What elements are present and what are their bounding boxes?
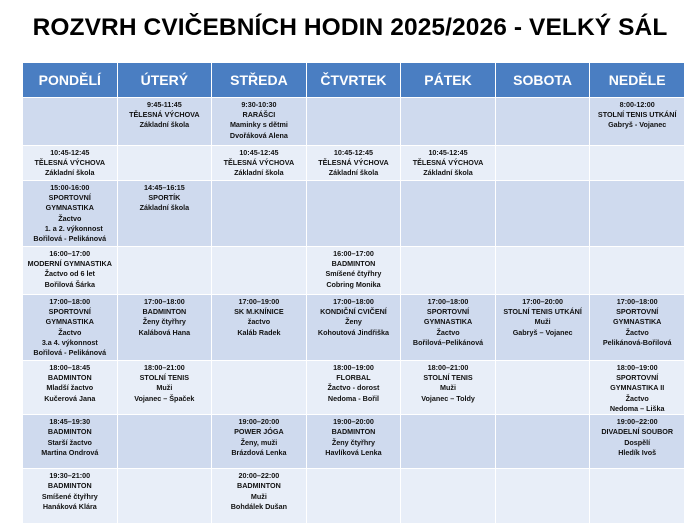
schedule-row: [23, 146, 685, 181]
schedule-cell-saturday: [495, 415, 590, 469]
schedule-entry-line: Hanáková Klára: [42, 501, 97, 511]
schedule-entry-line: 10:45-12:45: [333, 148, 374, 157]
schedule-cell-tuesday: [117, 469, 212, 524]
schedule-cell-tuesday: [117, 247, 212, 295]
schedule-entry-line: BADMINTON: [331, 427, 376, 437]
schedule-entry-line: KONDIČNÍ CVIČENÍ: [320, 307, 387, 317]
schedule-entry-line: GYMNASTIKA: [613, 317, 662, 327]
schedule-cell-monday: [23, 181, 118, 247]
schedule-entry-line: 18:00–18:45: [49, 363, 91, 372]
schedule-cell-tuesday: [117, 361, 212, 415]
day-header-tuesday: ÚTERÝ: [117, 63, 212, 98]
schedule-entry-line: SPORTÍK: [148, 193, 181, 203]
schedule-entry-line: Žactvo: [58, 327, 82, 337]
schedule-entry-line: TĚLESNÁ VÝCHOVA: [34, 158, 106, 168]
schedule-cell-monday: [23, 361, 118, 415]
schedule-entry-line: 18:00–19:00: [616, 363, 658, 372]
schedule-entry-line: 17:00–18:00: [143, 297, 185, 306]
schedule-entry-line: Smíšené čtyřhry: [41, 491, 98, 501]
schedule-entry-line: 10:45-12:45: [50, 148, 90, 157]
schedule-cell-thursday: [306, 361, 401, 415]
schedule-cell-sunday: [590, 146, 685, 181]
schedule-cell-tuesday: [117, 98, 212, 146]
schedule-entry-line: TĚLESNÁ VÝCHOVA: [129, 110, 200, 120]
schedule-cell-friday: [401, 361, 496, 415]
schedule-entry-line: Základní škola: [328, 168, 379, 178]
schedule-cell-sunday: [590, 98, 685, 146]
schedule-cell-thursday: [306, 247, 401, 295]
schedule-entry-line: Ženy čtyřhry: [331, 437, 376, 447]
page-title: ROZVRH CVIČEBNÍCH HODIN 2025/2026 - VELKÝ SÁL: [32, 14, 668, 41]
schedule-entry-line: Vojanec – Špaček: [134, 393, 195, 403]
schedule-entry-line: STOLNÍ TENIS UTKÁNÍ: [503, 307, 582, 317]
schedule-entry-line: SPORTOVNÍ: [616, 307, 659, 317]
schedule-cell-saturday: [495, 146, 590, 181]
schedule-cell-monday: [23, 98, 118, 146]
schedule-entry-line: Nedoma - Bořil: [327, 393, 380, 403]
schedule-entry-line: 19:30–21:00: [49, 471, 91, 481]
schedule-cell-friday: [401, 295, 496, 361]
schedule-entry-line: žactvo: [247, 317, 271, 327]
schedule-entry-line: SPORTOVNÍ: [48, 193, 91, 203]
schedule-entry-line: Bořilová–Pelikánová: [412, 337, 484, 347]
schedule-cell-tuesday: [117, 415, 212, 469]
schedule-entry-line: Dvořáková Alena: [229, 130, 288, 140]
schedule-entry-line: Základní škola: [423, 168, 473, 178]
schedule-cell-wednesday: [212, 181, 307, 247]
schedule-row: [23, 361, 685, 415]
schedule-entry-line: 10:45-12:45: [239, 148, 279, 157]
schedule-entry-line: 19:00–20:00: [333, 417, 374, 427]
schedule-entry-line: Kalábová Hana: [138, 327, 191, 337]
schedule-cell-wednesday: [212, 469, 307, 524]
schedule-entry-line: 17:00–18:00: [616, 297, 658, 306]
schedule-entry-line: TĚLESNÁ VÝCHOVA: [223, 158, 295, 168]
schedule-cell-sunday: [590, 295, 685, 361]
schedule-entry-line: Kaláb Radek: [237, 327, 281, 337]
schedule-entry-line: Hledík Ivoš: [618, 447, 657, 457]
schedule-cell-saturday: [495, 247, 590, 295]
schedule-table: [22, 62, 685, 524]
schedule-entry-line: Muži: [440, 383, 457, 393]
schedule-entry-line: Žactvo: [625, 327, 649, 337]
schedule-entry-line: Vojanec – Toldy: [421, 393, 475, 403]
schedule-entry-line: Ženy, muži: [240, 437, 278, 447]
schedule-entry-line: 9:45-11:45: [146, 100, 182, 109]
schedule-cell-sunday: [590, 469, 685, 524]
schedule-entry-line: 19:00–22:00: [616, 417, 658, 427]
schedule-entry-line: DIVADELNÍ SOUBOR: [601, 427, 674, 437]
schedule-entry-line: Cobring Monika: [326, 279, 381, 289]
schedule-cell-monday: [23, 247, 118, 295]
schedule-row: [23, 415, 685, 469]
schedule-entry-line: Žactvo od 6 let: [44, 269, 95, 279]
schedule-entry-line: GYMNASTIKA: [423, 317, 473, 327]
schedule-entry-line: 10:45-12:45: [428, 148, 468, 157]
schedule-entry-line: Bořilová - Pelikánová: [33, 348, 107, 358]
schedule-cell-wednesday: [212, 98, 307, 146]
schedule-entry-line: SPORTOVNÍ: [616, 373, 659, 383]
schedule-entry-line: GYMNASTIKA: [45, 317, 94, 327]
schedule-cell-thursday: [306, 469, 401, 524]
schedule-entry-line: Ženy: [345, 317, 362, 327]
schedule-entry-line: Gabryš - Vojanec: [608, 120, 667, 130]
schedule-entry-line: 15:00-16:00: [50, 183, 90, 192]
schedule-cell-wednesday: [212, 361, 307, 415]
schedule-entry-line: MODERNÍ GYMNASTIKA: [27, 259, 112, 269]
schedule-entry-line: 17:00–18:00: [333, 297, 374, 306]
schedule-entry-line: BADMINTON: [331, 259, 376, 269]
schedule-entry-line: 17:00–19:00: [238, 297, 280, 306]
schedule-entry-line: 9:30-10:30: [241, 100, 277, 109]
schedule-row: [23, 181, 685, 247]
schedule-entry-line: Základní škola: [234, 168, 284, 178]
schedule-entry-line: Základní škola: [139, 203, 190, 213]
schedule-cell-tuesday: [117, 181, 212, 247]
schedule-cell-thursday: [306, 295, 401, 361]
schedule-entry-line: BADMINTON: [237, 481, 281, 491]
schedule-entry-line: Základní škola: [45, 168, 95, 178]
schedule-entry-line: STOLNÍ TENIS: [423, 373, 473, 383]
schedule-cell-wednesday: [212, 415, 307, 469]
schedule-cell-monday: [23, 146, 118, 181]
schedule-entry-line: 16:00–17:00: [333, 249, 374, 258]
schedule-cell-sunday: [590, 415, 685, 469]
schedule-cell-sunday: [590, 361, 685, 415]
schedule-entry-line: Martina Ondrová: [41, 447, 99, 457]
schedule-entry-line: 17:00–18:00: [427, 297, 469, 306]
day-header-row: [23, 63, 685, 98]
schedule-entry-line: Žactvo: [436, 327, 460, 337]
schedule-entry-line: 14:45–16:15: [143, 183, 185, 192]
schedule-cell-saturday: [495, 295, 590, 361]
schedule-entry-line: BADMINTON: [47, 427, 92, 437]
schedule-entry-line: 18:45–19:30: [49, 417, 91, 427]
schedule-entry-line: GYMNASTIKA II: [610, 383, 665, 393]
schedule-entry-line: BADMINTON: [142, 307, 187, 317]
schedule-cell-saturday: [495, 181, 590, 247]
schedule-entry-line: 17:00–20:00: [522, 297, 563, 306]
schedule-cell-thursday: [306, 98, 401, 146]
schedule-entry-line: Nedoma – Liška: [609, 403, 665, 413]
schedule-entry-line: Muži: [250, 491, 267, 501]
schedule-cell-thursday: [306, 146, 401, 181]
schedule-entry-line: BADMINTON: [47, 481, 92, 491]
schedule-entry-line: Muži: [534, 317, 551, 327]
day-header-friday: PÁTEK: [401, 63, 496, 98]
schedule-entry-line: TĚLESNÁ VÝCHOVA: [412, 158, 484, 168]
schedule-cell-thursday: [306, 181, 401, 247]
schedule-entry-line: BADMINTON: [47, 373, 92, 383]
schedule-entry-line: Žactvo - dorost: [327, 383, 380, 393]
schedule-cell-friday: [401, 469, 496, 524]
schedule-cell-friday: [401, 415, 496, 469]
schedule-entry-line: 18:00–19:00: [333, 363, 374, 372]
schedule-entry-line: Ženy čtyřhry: [142, 317, 186, 327]
schedule-cell-monday: [23, 469, 118, 524]
schedule-entry-line: Dospělí: [624, 437, 651, 447]
schedule-cell-saturday: [495, 98, 590, 146]
schedule-entry-line: 8:00-12:00: [619, 100, 655, 109]
day-header-wednesday: STŘEDA: [212, 63, 307, 98]
day-header-monday: PONDĚLÍ: [23, 63, 118, 98]
schedule-cell-friday: [401, 98, 496, 146]
schedule-entry-line: Gabryš – Vojanec: [512, 327, 573, 337]
schedule-cell-monday: [23, 295, 118, 361]
schedule-entry-line: STOLNÍ TENIS UTKÁNÍ: [597, 110, 677, 120]
schedule-entry-line: Žactvo: [58, 213, 82, 223]
schedule-row: [23, 98, 685, 146]
schedule-body: [23, 98, 685, 524]
schedule-cell-thursday: [306, 415, 401, 469]
schedule-entry-line: 16:00–17:00: [49, 249, 91, 258]
schedule-entry-line: 18:00–21:00: [427, 363, 469, 372]
schedule-entry-line: Havlíková Lenka: [325, 447, 382, 457]
schedule-entry-line: Žactvo: [625, 393, 649, 403]
schedule-entry-line: FLORBAL: [336, 373, 371, 383]
schedule-row: [23, 247, 685, 295]
schedule-entry-line: SK M.KNÍNICE: [234, 307, 284, 317]
day-header-thursday: ČTVRTEK: [306, 63, 401, 98]
schedule-entry-line: Muži: [156, 383, 173, 393]
schedule-row: [23, 295, 685, 361]
schedule-cell-sunday: [590, 181, 685, 247]
schedule-entry-line: SPORTOVNÍ: [48, 307, 91, 317]
schedule-cell-friday: [401, 247, 496, 295]
schedule-entry-line: RARÁŠCI: [242, 110, 276, 120]
schedule-cell-saturday: [495, 469, 590, 524]
schedule-entry-line: SPORTOVNÍ: [426, 307, 470, 317]
schedule-cell-saturday: [495, 361, 590, 415]
schedule-entry-line: Brázdová Lenka: [231, 447, 287, 457]
schedule-entry-line: TĚLESNÁ VÝCHOVA: [318, 158, 389, 168]
schedule-entry-line: 20:00–22:00: [238, 471, 280, 481]
schedule-entry-line: 3.a 4. výkonnost: [41, 337, 98, 347]
schedule-entry-line: Starší žactvo: [47, 437, 92, 447]
schedule-entry-line: Základní škola: [139, 120, 190, 130]
schedule-cell-wednesday: [212, 295, 307, 361]
schedule-entry-line: Kučerová Jana: [44, 393, 96, 403]
schedule-entry-line: 19:00–20:00: [238, 417, 280, 427]
schedule-entry-line: Kohoutová Jindřiška: [317, 327, 390, 337]
schedule-cell-monday: [23, 415, 118, 469]
schedule-entry-line: Bořilová - Pelikánová: [33, 234, 107, 244]
schedule-entry-line: 1. a 2. výkonnost: [44, 223, 103, 233]
schedule-entry-line: GYMNASTIKA: [45, 203, 94, 213]
schedule-entry-line: 18:00–21:00: [143, 363, 185, 372]
schedule-entry-line: Maminky s dětmi: [229, 120, 288, 130]
schedule-entry-line: POWER JÓGA: [234, 427, 284, 437]
schedule-cell-wednesday: [212, 247, 307, 295]
schedule-cell-tuesday: [117, 295, 212, 361]
schedule-entry-line: Mladší žactvo: [46, 383, 94, 393]
schedule-cell-friday: [401, 181, 496, 247]
day-header-sunday: NEDĚLE: [590, 63, 685, 98]
schedule-cell-sunday: [590, 247, 685, 295]
schedule-cell-tuesday: [117, 146, 212, 181]
schedule-entry-line: STOLNÍ TENIS: [139, 373, 190, 383]
schedule-entry-line: 17:00–18:00: [49, 297, 91, 306]
schedule-row: [23, 469, 685, 524]
schedule-entry-line: Pelikánová-Bořilová: [602, 337, 672, 347]
day-header-saturday: SOBOTA: [495, 63, 590, 98]
schedule-entry-line: Bořilová Šárka: [44, 279, 95, 289]
schedule-cell-wednesday: [212, 146, 307, 181]
schedule-entry-line: Bohdálek Dušan: [230, 501, 288, 511]
schedule-cell-friday: [401, 146, 496, 181]
schedule-entry-line: Smíšené čtyřhry: [325, 269, 382, 279]
